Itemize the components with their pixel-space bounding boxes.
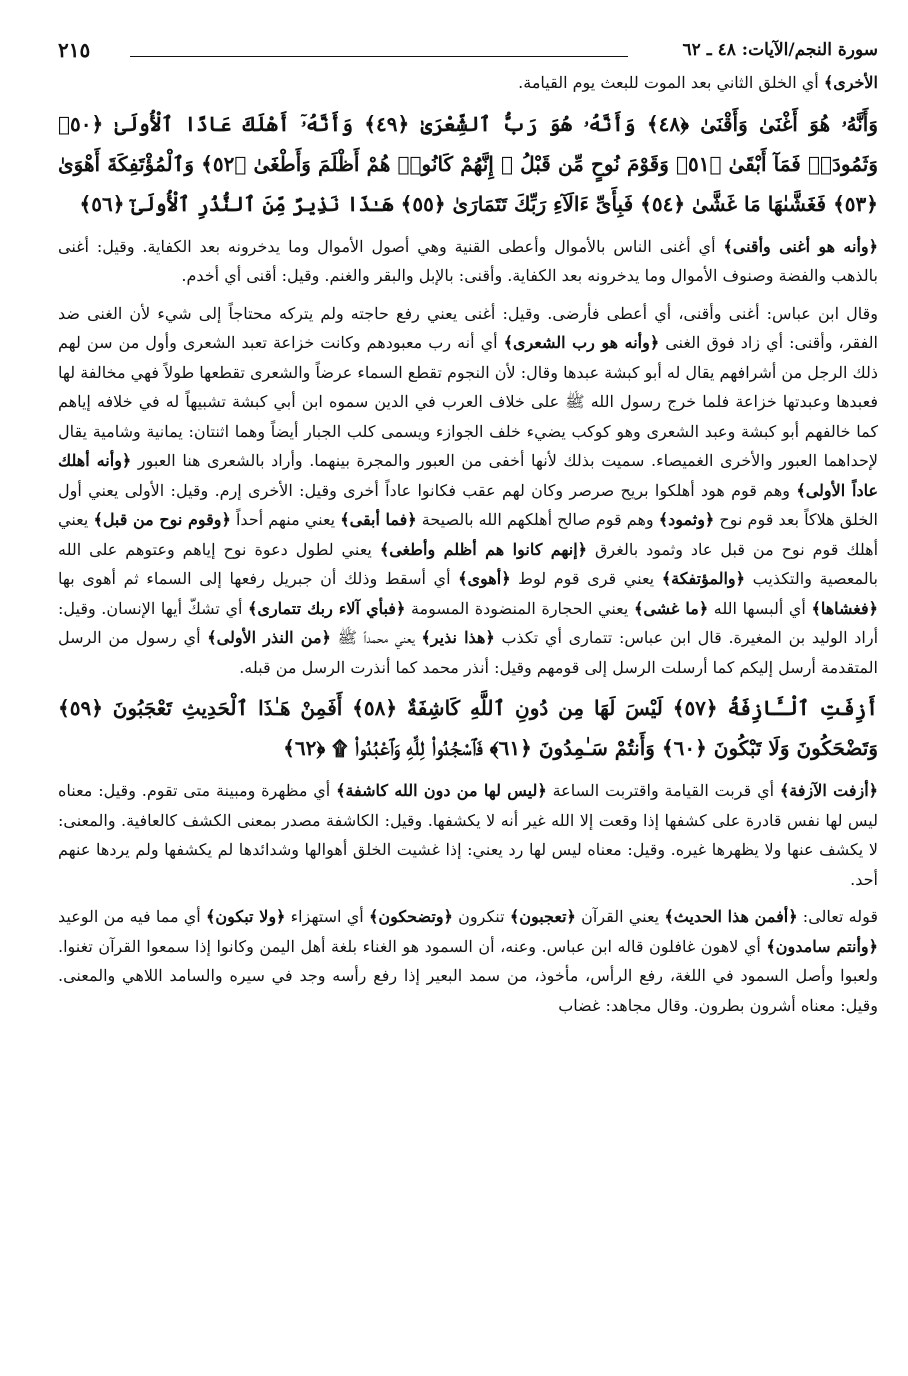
quoted-verse: ﴿وأنه هو رب الشعرى﴾: [503, 333, 660, 352]
commentary-paragraph: [58, 299, 878, 683]
quoted-verse: ﴿وثمود﴾: [658, 510, 715, 529]
quoted-verse: ﴿من النذر الأولى﴾: [207, 628, 331, 647]
surah-title: سورة النجم/الآيات: ٤٨ ـ ٦٢: [682, 40, 878, 60]
commentary-text: وقال ابن عباس: أغنى وأقنى، أي أعطى فأرضى. وقيل: أغنى يعني رفع حاجته ولم يتركه محتاجاً إلى شيء لأن الغنى ضد الفقر، وأقنى: أي زاد فوق الغنى: [58, 303, 878, 352]
commentary-text: وهم قوم هود أهلكوا بريح صرصر وكان لهم عقب فكانوا عاداً أخرى وقيل: الأخرى إرم. وقيل: الأولى يعني أول الخلق هلاكاً بعد قوم نوح: [58, 480, 879, 529]
quoted-verse: ﴿فما أبقى﴾: [340, 510, 417, 529]
quoted-verse: ﴿وقوم نوح من قبل﴾: [93, 510, 231, 529]
quoted-verse: ﴿تعجبون﴾: [509, 907, 576, 926]
commentary-text: يعني الحجارة المنضودة المسومة: [405, 598, 634, 618]
quoted-verse: ﴿أفمن هذا الحديث﴾: [664, 907, 798, 926]
commentary-text: أي أغنى الناس بالأموال وأعطى القنية وهي أصول الأموال وما يدخرونه بعد الكفاية. وقيل: أغنى بالذهب والفضة وصنوف الأموال وما يدخرونه بعد الكفاية. وأقنى: بالإبل والبقر والغنم. وقيل: أقنى أي أخدم.: [58, 236, 878, 285]
commentary-text: يعني محمداً ﷺ: [330, 628, 422, 647]
quoted-verse: ﴿فغشاها﴾: [811, 598, 879, 618]
commentary-text: أي أنه رب معبودهم وكانت خزاعة تعبد الشعرى وأول من سن لهم ذلك الرجل من أشرافهم يقال له أبو كبشة عبدها وقال: لأن النجوم تقطع السماء عرضاً والشعرى تقطعها طولاً فهي مخالفة لها فعبدها وعبدتها خزاعة فلما خرج رسول الله ﷺ على خلاف العرب في الدين سموه ابن أبي كبشة تشبيهاً له في خلافه إياهم كما خالفهم أبو كبشة وعبد الشعرى وهو كوكب يضيء خلف الجوازء ويسمى كلب الجبار أيضاً وهما اثنتان: يمانية وشامية يقال لإحداهما العبور والأخرى الغميصاء. سميت بذلك لأنها أخفى من العبور والمجرة بينهما. وأراد بالشعرى هنا العبور: [58, 333, 879, 470]
commentary-text: يعني منهم أحداً: [230, 510, 341, 529]
quoted-verse: ﴿والمؤتفكة﴾: [661, 569, 746, 588]
commentary-text: يعني أهلك قوم نوح من قبل عاد وثمود بالغرق: [58, 510, 879, 559]
quoted-verse: ﴿وأنتم سامدون﴾: [766, 936, 879, 956]
quran-verse-block: وَأَنَّهُۥ هُوَ أَغْنَىٰ وَأَقْنَىٰ ﴿٤٨﴾ وَأَنَّهُۥ هُوَ رَبُّ ٱلشِّعْرَىٰ ﴿٤٩﴾ وَأَنَّهُۥٓ أَهْلَكَ عَادًا ٱلْأُولَىٰ ﴿٥٠﴾ وَثَمُودَا۟ فَمَآ أَبْقَىٰ ﴿٥١﴾ وَقَوْمَ نُوحٍ مِّن قَبْلُ ۖ إِنَّهُمْ كَانُوا۟ هُمْ أَظْلَمَ وَأَطْغَىٰ ﴿٥٢﴾ وَٱلْمُؤْتَفِكَةَ أَهْوَىٰ ﴿٥٣﴾ فَغَشَّىٰهَا مَا غَشَّىٰ ﴿٥٤﴾ فَبِأَىِّ ءَالَآءِ رَبِّكَ تَتَمَارَىٰ ﴿٥٥﴾ هَـٰذَا نَذِيرٌ مِّنَ ٱلنُّذُرِ ٱلْأُولَىٰٓ ﴿٥٦﴾: [58, 111, 879, 216]
commentary-text: أي تشكّ أيها الإنسان. وقيل: أراد الوليد بن المغيرة. قال ابن عباس: تتمارى أي تكذب: [58, 598, 879, 647]
commentary-paragraph: [58, 232, 878, 291]
commentary-paragraph: [58, 68, 878, 98]
commentary-text: أي مظهرة ومبينة متى تقوم. وقيل: معناه ليس لها نفس قادرة على كشفها إذا وقعت إلا الله غير أنه لا يكشفها. وقيل: الكاشفة مصدر بمعنى الكشف كالعافية. والمعنى: لا يكشف عنها ولا يظهرها غيره. وقيل: معناه ليس لها رد يعني: إذا غشيت الخلق أهوالها وشدائدها لم يكشفها ولم يردها عنهم أحد.: [58, 781, 878, 889]
quoted-verse: ﴿إنهم كانوا هم أظلم وأطغى﴾: [379, 539, 588, 559]
commentary-text: أي مما فيه من الوعيد: [58, 907, 206, 926]
commentary-paragraph: [58, 776, 878, 894]
commentary-text: يعني لطول دعوة نوح إياهم وعتوهم على الله بالمعصية والتكذيب: [58, 539, 878, 588]
commentary-text: أي رسول من الرسل المتقدمة أرسل إليكم كما أرسلت الرسل إلى قومهم وقيل: أنذر محمد كما أنذرت الرسل من قبله.: [58, 628, 878, 677]
page-content: [58, 68, 878, 1020]
quoted-verse: ﴿وأنه هو أغنى وأقنى﴾: [723, 236, 879, 256]
quoted-verse: ﴿أزفت الآزفة﴾: [779, 781, 879, 800]
commentary-text: أي ألبسها الله: [708, 598, 812, 618]
commentary-text: يعني القرآن: [575, 907, 665, 926]
commentary-text: تنكرون: [452, 907, 510, 926]
book-page: [58, 34, 878, 1354]
page-number: ٢١٥: [58, 38, 91, 62]
quoted-verse: ﴿وأنه أهلك عاداً الأولى﴾: [58, 451, 878, 500]
commentary-paragraph: [58, 902, 878, 1020]
commentary-text: يعني قرى قوم لوط: [510, 569, 662, 588]
commentary-text: وهم قوم صالح أهلكهم الله بالصيحة: [416, 510, 659, 529]
header-rule: [130, 56, 628, 57]
commentary-text: أي استهزاء: [285, 907, 369, 926]
commentary-text: قوله تعالى:: [797, 907, 879, 926]
quoted-verse: ﴿وتضحكون﴾: [368, 907, 453, 926]
quoted-verse: ﴿ما غشى﴾: [633, 598, 709, 618]
commentary-text: أي قربت القيامة واقتربت الساعة: [546, 781, 780, 800]
running-header: [58, 34, 878, 68]
commentary-text: أي أسقط وذلك أن جبريل رفعها إلى السماء ثم أهوى بها: [58, 569, 459, 588]
commentary-text: أي لاهون غافلون قاله ابن عباس. وعنه، أن السمود هو الغناء بلغة أهل اليمن وكانوا إذا سمعوا القرآن تغنوا. ولعبوا وأصل السمود في اللغة، رفع الرأس، مأخوذ، من سمد البعير إذا رفع رأسه وجد في سيره والسامد اللاهي والمعنى. وقيل: معناه أشرون بطرون. وقال مجاهد: غضاب: [58, 936, 878, 1015]
commentary-text: أي الخلق الثاني بعد الموت للبعث يوم القيامة.: [518, 73, 824, 92]
quoted-verse: ﴿فبأي آلاء ربك تتمارى﴾: [248, 598, 406, 618]
quoted-verse: الأخرى﴾: [823, 73, 878, 92]
quoted-verse: ﴿ولا تبكون﴾: [205, 907, 286, 926]
quoted-verse: ﴿ليس لها من دون الله كاشفة﴾: [336, 781, 547, 800]
quoted-verse: ﴿أهوى﴾: [458, 569, 511, 588]
quoted-verse: ﴿هذا نذير﴾: [421, 628, 495, 647]
quran-verse-block: أَزِفَتِ ٱلْـَٔازِفَةُ ﴿٥٧﴾ لَيْسَ لَهَا مِن دُونِ ٱللَّهِ كَاشِفَةٌ ﴿٥٨﴾ أَفَمِنْ هَـٰذَا ٱلْحَدِيثِ تَعْجَبُونَ ﴿٥٩﴾ وَتَضْحَكُونَ وَلَا تَبْكُونَ ﴿٦٠﴾ وَأَنتُمْ سَـٰمِدُونَ ﴿٦١﴾ فَٱسْجُدُوا۟ لِلَّهِ وَٱعْبُدُوا۟ ۩ ﴿٦٢﴾: [58, 696, 878, 760]
